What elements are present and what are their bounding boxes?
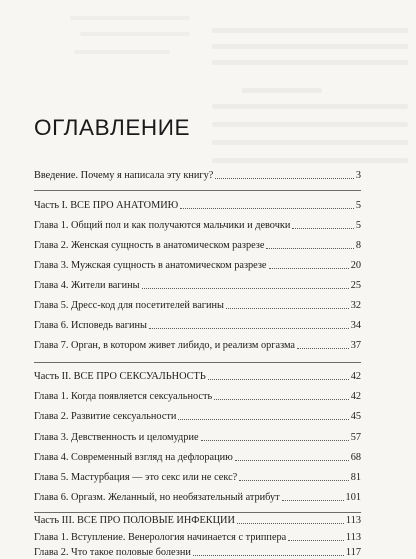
toc-entry-label: Глава 2. Женская сущность в анатомическом разрезе xyxy=(34,240,265,251)
toc-entry-page: 25 xyxy=(350,280,361,291)
toc-chapter[interactable] xyxy=(34,409,361,423)
toc-chapter[interactable] xyxy=(34,389,361,403)
bleed-through-right xyxy=(212,10,412,180)
toc-chapter[interactable] xyxy=(34,490,361,504)
toc-entry-page: 101 xyxy=(345,492,361,503)
dot-leader xyxy=(237,523,344,524)
dot-leader xyxy=(288,540,344,541)
toc-entry-label: Глава 1. Когда появляется сексуальность xyxy=(34,391,213,402)
toc-entry-label: Глава 2. Развитие сексуальности xyxy=(34,411,177,422)
toc-entry-page: 42 xyxy=(350,391,361,402)
toc-entry-label: Глава 1. Общий пол и как получаются мальчики и девочки xyxy=(34,220,291,231)
toc-entry-page: 20 xyxy=(350,260,361,271)
dot-leader xyxy=(235,460,349,461)
toc-entry-page: 117 xyxy=(345,547,361,558)
toc-entry-label: Введение. Почему я написала эту книгу? xyxy=(34,170,214,181)
toc-chapter[interactable] xyxy=(34,318,361,332)
toc-chapter[interactable] xyxy=(34,338,361,352)
part-heading: Часть I. ВСЕ ПРО АНАТОМИЮ xyxy=(34,200,179,211)
dot-leader xyxy=(201,440,349,441)
section-divider xyxy=(34,362,361,363)
toc-entry-page: 3 xyxy=(355,170,361,181)
toc-chapter[interactable] xyxy=(34,258,361,272)
dot-leader xyxy=(297,348,349,349)
dot-leader xyxy=(193,555,344,556)
toc-entry-page: 5 xyxy=(355,220,361,231)
toc-entry-label: Глава 4. Жители вагины xyxy=(34,280,140,291)
dot-leader xyxy=(282,500,344,501)
toc-entry-page: 42 xyxy=(350,371,361,382)
toc-entry-label: Глава 5. Мастурбация — это секс или не секс? xyxy=(34,472,238,483)
toc-entry-label: Глава 3. Мужская сущность в анатомическом разрезе xyxy=(34,260,267,271)
toc-part-2[interactable] xyxy=(34,369,361,383)
toc-part-1[interactable] xyxy=(34,198,361,212)
dot-leader xyxy=(226,308,349,309)
toc-entry-page: 113 xyxy=(345,515,361,526)
toc-chapter[interactable] xyxy=(34,298,361,312)
part-heading: Часть II. ВСЕ ПРО СЕКСУАЛЬНОСТЬ xyxy=(34,371,206,382)
toc-entry-page: 5 xyxy=(355,200,361,211)
dot-leader xyxy=(149,328,349,329)
toc-entry-page: 45 xyxy=(350,411,361,422)
toc-chapter[interactable] xyxy=(34,470,361,484)
dot-leader xyxy=(269,268,349,269)
dot-leader xyxy=(208,379,349,380)
toc-chapter[interactable] xyxy=(34,530,361,544)
toc-chapter[interactable] xyxy=(34,238,361,252)
dot-leader xyxy=(142,288,349,289)
toc-entry-label: Глава 6. Оргазм. Желанный, но необязательный атрибут xyxy=(34,492,280,503)
toc-entry-page: 57 xyxy=(350,432,361,443)
toc-entry-page: 8 xyxy=(355,240,361,251)
toc-entry-label: Глава 7. Орган, в котором живет либидо, и реализм оргазма xyxy=(34,340,296,351)
toc-entry-page: 68 xyxy=(350,452,361,463)
toc-entry-page: 32 xyxy=(350,300,361,311)
dot-leader xyxy=(239,480,348,481)
bleed-through-left xyxy=(70,16,200,76)
toc-chapter[interactable] xyxy=(34,450,361,464)
toc-entry-page: 34 xyxy=(350,320,361,331)
toc-entry-label: Глава 1. Вступление. Венерология начинается с триппера xyxy=(34,532,287,543)
page-title: ОГЛАВЛЕНИЕ xyxy=(34,115,191,140)
toc-entry-label: Глава 5. Дресс-код для посетителей вагины xyxy=(34,300,224,311)
toc-chapter[interactable] xyxy=(34,430,361,444)
toc-part-3[interactable] xyxy=(34,513,361,527)
section-divider xyxy=(34,190,361,191)
part-heading: Часть III. ВСЕ ПРО ПОЛОВЫЕ ИНФЕКЦИИ xyxy=(34,515,235,526)
toc-entry-intro[interactable] xyxy=(34,168,361,182)
dot-leader xyxy=(178,419,348,420)
toc-chapter[interactable] xyxy=(34,545,361,559)
toc-chapter[interactable] xyxy=(34,278,361,292)
toc-entry-label: Глава 2. Что такое половые болезни xyxy=(34,547,191,558)
dot-leader xyxy=(214,399,349,400)
toc-entry-page: 113 xyxy=(345,532,361,543)
dot-leader xyxy=(266,248,353,249)
toc-entry-page: 81 xyxy=(350,472,361,483)
dot-leader xyxy=(292,228,353,229)
toc-entry-label: Глава 3. Девственность и целомудрие xyxy=(34,432,199,443)
toc-entry-label: Глава 6. Исповедь вагины xyxy=(34,320,147,331)
toc-chapter[interactable] xyxy=(34,218,361,232)
dot-leader xyxy=(180,208,354,209)
dot-leader xyxy=(215,178,353,179)
toc-entry-page: 37 xyxy=(350,340,361,351)
toc-entry-label: Глава 4. Современный взгляд на дефлорацию xyxy=(34,452,233,463)
